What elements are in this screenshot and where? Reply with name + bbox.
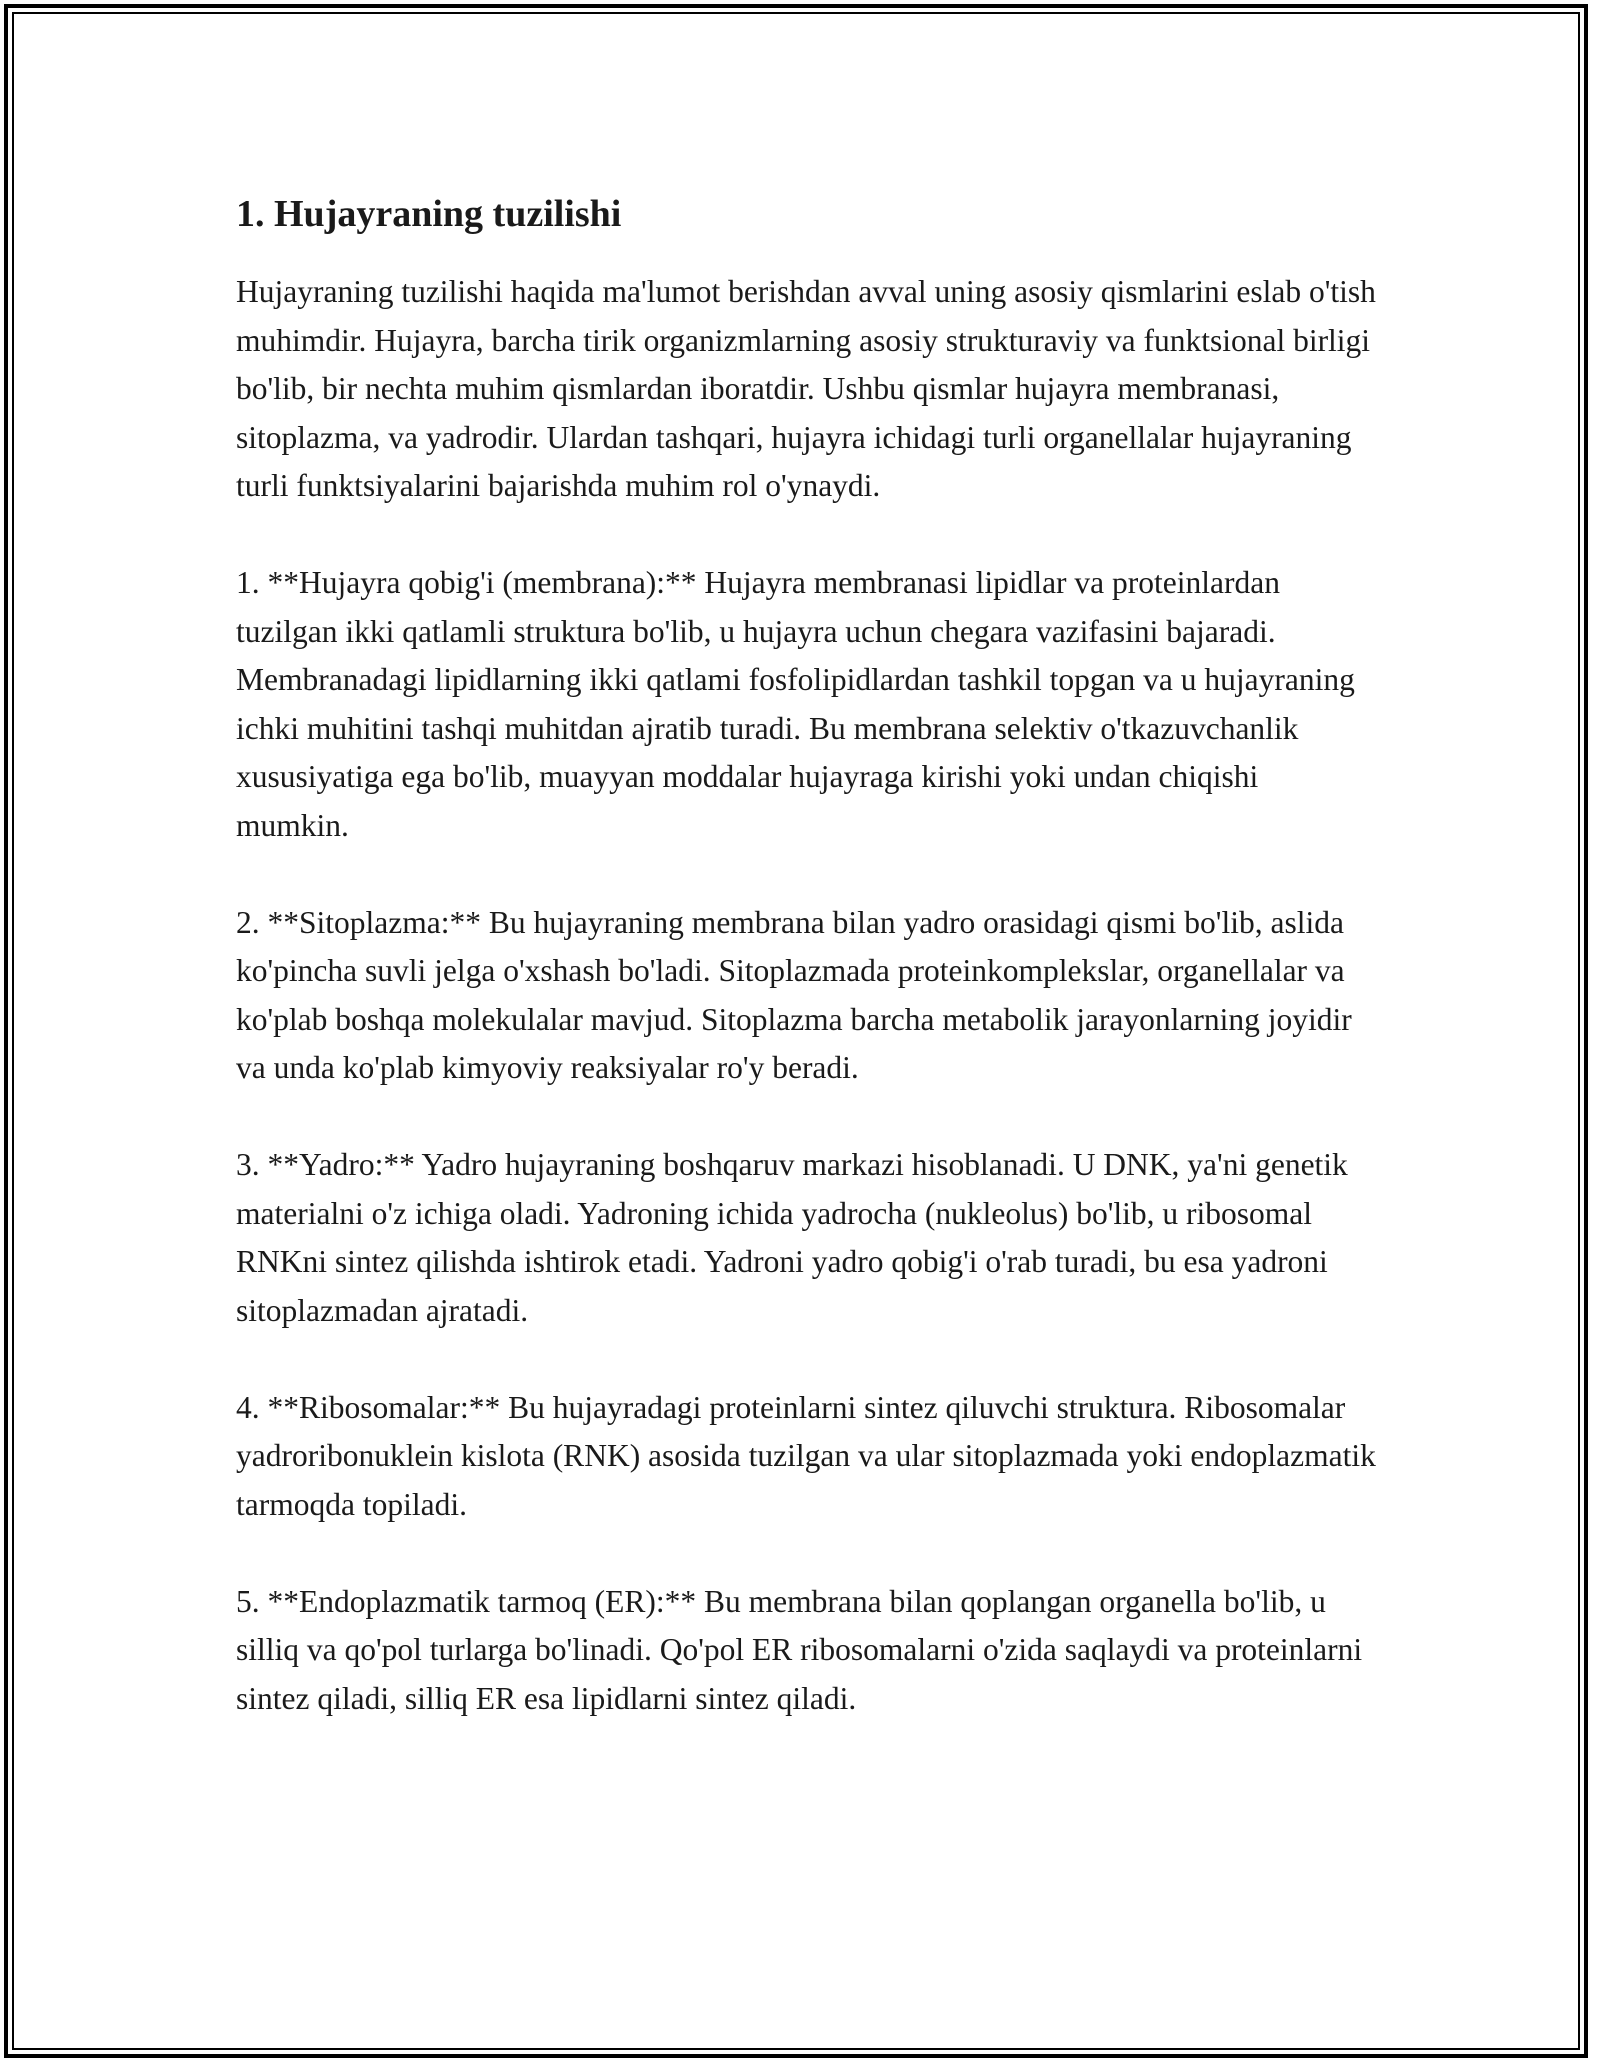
page-title: 1. Hujayraning tuzilishi bbox=[236, 193, 622, 235]
nucleus-paragraph: 3. **Yadro:** Yadro hujayraning boshqaruv markazi hisoblanadi. U DNK, ya'ni genetik materialni o'z ichiga oladi. Yadroning ichida yadrocha (nukleolus) bo'lib, u ribosomal RNKni sintez qilishda ishtirok etadi. Yadroni yadro qobig'i o'rab turadi, bu esa yadroni sitoplazmadan ajratadi. bbox=[236, 1147, 1348, 1328]
intro-paragraph: Hujayraning tuzilishi haqida ma'lumot berishdan avval uning asosiy qismlarini eslab o'tish muhimdir. Hujayra, barcha tirik organizmlarning asosiy strukturaviy va funktsional birligi bo'lib, bir nechta muhim qismlardan iboratdir. Ushbu qismlar hujayra membranasi, sitoplazma, va yadrodir. Ulardan tashqari, hujayra ichidagi turli organellalar hujayraning turli funktsiyalarini bajarishda muhim rol o'ynaydi. bbox=[236, 274, 1376, 503]
membrane-paragraph: 1. **Hujayra qobig'i (membrana):** Hujayra membranasi lipidlar va proteinlardan tuzilgan ikki qatlamli struktura bo'lib, u hujayra uchun chegara vazifasini bajaradi. Membranadagi lipidlarning ikki qatlami fosfolipidlardan tashkil topgan va u hujayraning ichki muhitini tashqi muhitdan ajratib turadi. Bu membrana selektiv o'tkazuvchanlik xususiyatiga ega bo'lib, muayyan moddalar hujayraga kirishi yoki undan chiqishi mumkin. bbox=[236, 565, 1355, 843]
document-body bbox=[236, 186, 1376, 1772]
ribosomes-paragraph: 4. **Ribosomalar:** Bu hujayradagi proteinlarni sintez qiluvchi struktura. Ribosomalar yadroribonuklein kislota (RNK) asosida tuzilgan va ular sitoplazmada yoki endoplazmatik tarmoqda topiladi. bbox=[236, 1389, 1376, 1522]
endoplasmic-reticulum-paragraph: 5. **Endoplazmatik tarmoq (ER):** Bu membrana bilan qoplangan organella bo'lib, u silliq va qo'pol turlarga bo'linadi. Qo'pol ER ribosomalarni o'zida saqlaydi va proteinlarni sintez qiladi, silliq ER esa lipidlarni sintez qiladi. bbox=[236, 1583, 1363, 1716]
cytoplasm-paragraph: 2. **Sitoplazma:** Bu hujayraning membrana bilan yadro orasidagi qismi bo'lib, aslida ko'pincha suvli jelga o'xshash bo'ladi. Sitoplazmada proteinkomplekslar, organellalar va ko'plab boshqa molekulalar mavjud. Sitoplazma barcha metabolik jarayonlarning joyidir va unda ko'plab kimyoviy reaksiyalar ro'y beradi. bbox=[236, 904, 1352, 1085]
